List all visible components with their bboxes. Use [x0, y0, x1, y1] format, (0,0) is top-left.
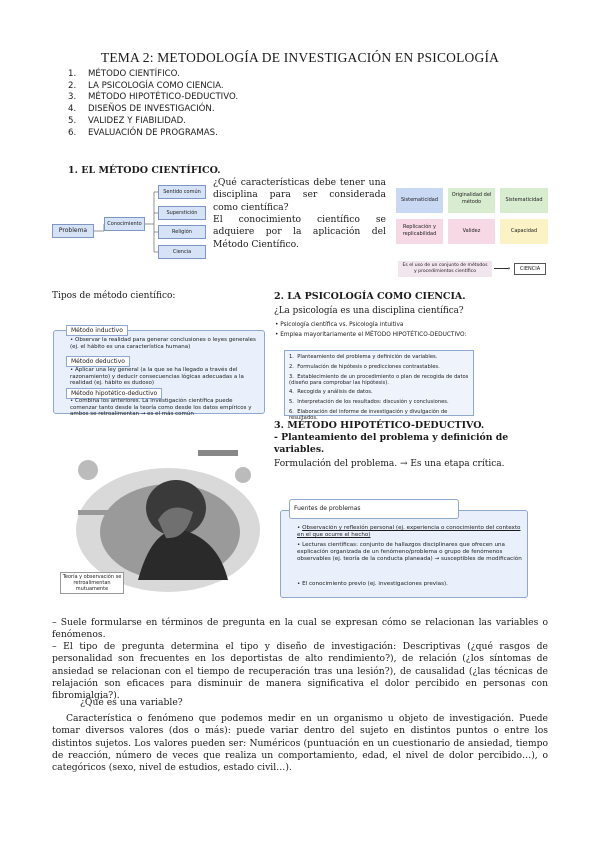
page-title: TEMA 2: METODOLOGÍA DE INVESTIGACIÓN EN PSICOLOGÍA	[100, 50, 500, 65]
grid-footer-left: Es el uso de un conjunto de métodos y procedimientos científico	[398, 261, 492, 277]
diagram-root: Problema	[52, 224, 94, 238]
sources-header: Fuentes de problemas	[289, 499, 459, 519]
toc-item: 1. MÉTODO CIENTÍFICO.	[68, 69, 180, 79]
step-item: 1. Planteamiento del problema y definición de variables.	[289, 354, 438, 360]
body-paragraph: – Suele formularse en términos de pregunta en la cual se expresan cómo se relacionan las variables o fenómenos.	[52, 617, 548, 641]
toc-item: 2. LA PSICOLOGÍA COMO CIENCIA.	[68, 80, 224, 91]
thinker-illustration	[58, 430, 268, 600]
section1-answer: El conocimiento científico se adquiere por la aplicación del Método Científico.	[213, 214, 386, 250]
section3-heading: 3. MÉTODO HIPOTÉTICO-DEDUCTIVO.	[274, 420, 485, 431]
grid-cell: Sistematicidad	[396, 188, 443, 213]
method-text: • Observar la realidad para generar conclusiones o leyes generales (ej. el hábito es una característica humana)	[70, 337, 256, 350]
grid-cell: Replicación y replicabilidad	[396, 219, 443, 244]
methods-panel	[53, 327, 265, 418]
source-item: • El conocimiento previo (ej. investigaciones previas).	[297, 581, 448, 587]
section2-heading: 2. LA PSICOLOGÍA COMO CIENCIA.	[274, 291, 466, 302]
diagram-leaf: Superstición	[158, 206, 206, 220]
diagram-mid: Conocimiento	[104, 217, 145, 231]
characteristics-grid	[396, 188, 548, 280]
diagram-leaf: Religión	[158, 225, 206, 239]
concept-diagram	[52, 180, 212, 280]
table-of-contents	[68, 69, 238, 139]
source-item: • Observación y reflexión personal (ej. experiencia o conocimiento del contexto en el que ocurre el hecho)	[297, 525, 521, 538]
method-text: • Aplicar una ley general (a la que se ha llegado a través del razonamiento) y deducir consecuencias lógicas adecuadas a la realidad (ej. hábito es dudoso)	[70, 367, 244, 387]
step-item: 4. Recogida y análisis de datos.	[289, 389, 373, 395]
source-item: • Lecturas científicas: conjunto de hallazgos disciplinares que ofrecen una explicación organizada de un fenómeno/problema o grupo de fenómenos observables (ej. teoría de la conducta planeada) → susceptibles de modificación	[297, 542, 522, 562]
types-label: Tipos de método científico:	[52, 291, 176, 301]
arrow-icon: →	[505, 265, 511, 272]
grid-cell: Originalidad del método	[448, 188, 495, 213]
toc-item: 4. DISEÑOS DE INVESTIGACIÓN.	[68, 104, 215, 115]
toc-item: 3. MÉTODO HIPOTÉTICO-DEDUCTIVO.	[68, 92, 239, 103]
body-paragraph: Característica o fenómeno que podemos medir en un organismo u objeto de investigación. Puede tomar diversos valores (dos o más): puede variar dentro del sujeto en distintos puntos o entre los distintos sujetos. Los valores pueden ser: Numéricos (puntuación en un cuestionario de ansiedad, tiempo de reacción, número de veces que realiza un comportamiento, edad, el nivel de dolor percibido…), o categóricos (sexo, nivel de estudios, estado civil…).	[52, 713, 548, 774]
diagram-leaf: Sentido común	[158, 185, 206, 199]
section1-question: ¿Qué características debe tener una disciplina para ser considerada como científica?	[213, 177, 386, 213]
grid-cell: Capacidad	[500, 219, 548, 244]
step-item: 6. Elaboración del informe de investigación y divulgación de resultados.	[289, 409, 448, 422]
toc-item: 5. VALIDEZ Y FIABILIDAD.	[68, 115, 186, 126]
sources-panel	[280, 505, 528, 598]
bullet-item: • Psicología científica vs. Psicología intuitiva	[275, 322, 404, 328]
step-item: 2. Formulación de hipótesis o predicciones contrastables.	[289, 364, 440, 370]
section3-line: Formulación del problema. → Es una etapa crítica.	[274, 459, 505, 469]
section2-bullets	[275, 322, 475, 340]
step-item: 3. Establecimiento de un procedimiento o plan de recogida de datos (diseño para comprobar las hipótesis).	[289, 374, 469, 387]
method-text: • Combina los anteriores. La investigación científica puede comenzar tanto desde la teoría como desde los datos empíricos y ambos se retroalimentan → es el más común	[70, 398, 252, 418]
method-header: Método hipotético-deductivo	[66, 388, 162, 399]
body-paragraph: – El tipo de pregunta determina el tipo y diseño de investigación: Descriptivas (¿qué rasgos de personalidad son frecuentes en los deportistas de alto rendimiento?), de relación (¿los síntomas de ansiedad se relacionan con el tiempo de recuperación tras una lesión?), de causalidad (¿las técnicas de relajación son eficaces para disminuir de manera significativa el dolor percibido en personas con fibromialgia?).	[52, 641, 548, 702]
section2-subheading: ¿La psicología es una disciplina científica?	[274, 306, 464, 316]
step-item: 5. Interpretación de los resultados: discusión y conclusiones.	[289, 399, 449, 405]
grid-footer-right: CIENCIA	[514, 263, 546, 275]
method-header: Método inductivo	[66, 325, 128, 336]
steps-panel	[284, 350, 474, 422]
diagram-leaf: Ciencia	[158, 245, 206, 259]
method-header: Método deductivo	[66, 356, 130, 367]
image-caption: Teoría y observación se retroalimentan mutuamente	[60, 572, 124, 594]
toc-item: 6. EVALUACIÓN DE PROGRAMAS.	[68, 127, 218, 138]
section1-heading: 1. EL MÉTODO CIENTÍFICO.	[68, 165, 221, 176]
grid-cell: Validez	[448, 219, 495, 244]
body-question: ¿Qué es una variable?	[80, 697, 183, 708]
grid-cell: Sistematicidad	[500, 188, 548, 213]
bullet-item: • Emplea mayoritariamente el MÉTODO HIPOTÉTICO-DEDUCTIVO:	[275, 332, 467, 339]
section3-subheading: - Planteamiento del problema y definición de variables.	[274, 432, 509, 455]
